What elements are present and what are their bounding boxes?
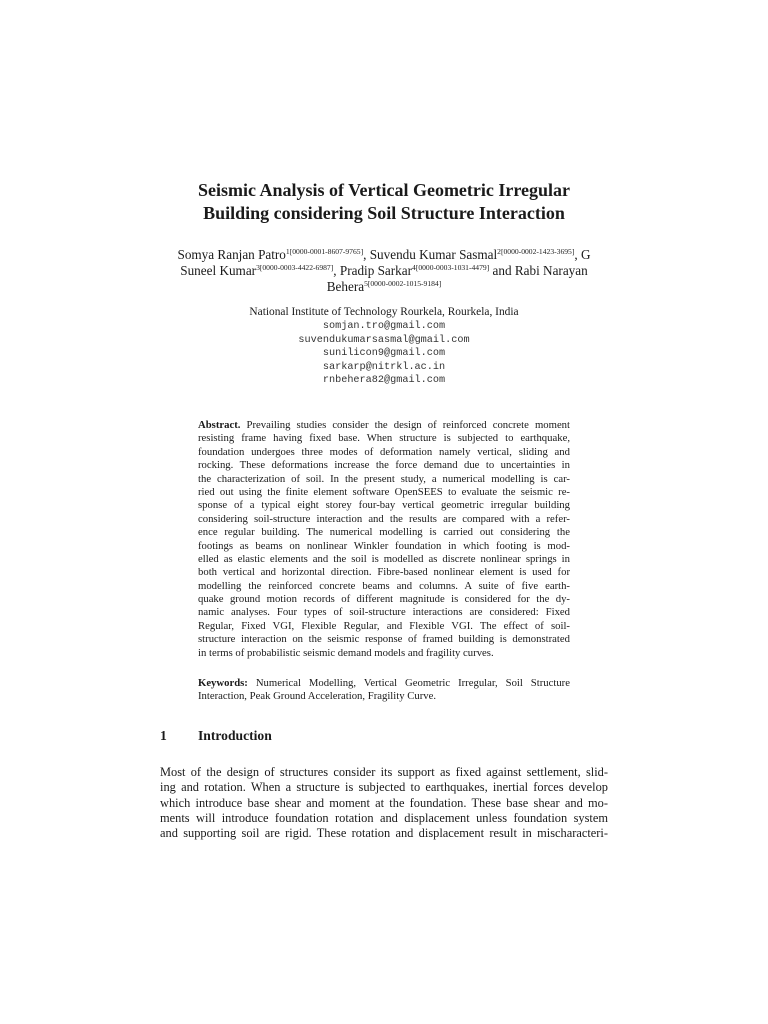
author-name: Somya Ranjan Patro: [177, 247, 286, 262]
abstract-line: namic analyses. Four types of soil-structure interactions are considered: Fixed: [198, 606, 570, 619]
author-orcid: 4[0000-0003-1031-4479]: [412, 263, 490, 272]
paper-title: [120, 179, 648, 225]
author-orcid: 2[0000-0002-1423-3695]: [497, 247, 575, 256]
abstract-line: resisting frame having fixed base. When structure is subjected to earthquake,: [198, 432, 570, 445]
abstract-line: both vertical and horizontal direction. Fibre-based nonlinear element is used for: [198, 566, 570, 579]
title-line: Seismic Analysis of Vertical Geometric Irregular: [197, 180, 571, 200]
keywords-label: Keywords:: [198, 677, 248, 689]
author-name: Behera: [326, 279, 365, 294]
abstract-line: modelling the reinforced concrete beams and columns. A suite of five earth-: [198, 579, 570, 592]
abstract-line: quake ground motion records of different magnitude is considered for the dy-: [198, 593, 570, 606]
abstract-line: rocking. These deformations increase the force demand due to uncertainties in: [198, 459, 570, 472]
abstract: [198, 419, 570, 660]
email-address: sunilicon9@gmail.com: [322, 348, 446, 359]
author-list: [166, 247, 602, 295]
abstract-line: [198, 419, 570, 432]
abstract-label: Abstract.: [198, 419, 241, 431]
abstract-line: considering soil-structure interaction and the results are compared with a refer-: [198, 512, 570, 525]
author-orcid: 3[0000-0003-4422-6987]: [256, 263, 334, 272]
abstract-line: the characterization of soil. In the present study, a numerical modelling is car-: [198, 472, 570, 485]
keywords-line: Interaction, Peak Ground Acceleration, Fragility Curve.: [198, 690, 437, 703]
abstract-line: structure interaction on the seismic response of framed building is demonstrated: [198, 633, 570, 646]
body-text: [160, 765, 608, 841]
email-address: sarkarp@nitrkl.ac.in: [322, 361, 446, 373]
author-name: and Rabi Narayan: [489, 263, 588, 278]
abstract-line: ried out using the finite element software OpenSEES to evaluate the seismic re-: [198, 485, 570, 498]
email-address: suvendukumarsasmal@gmail.com: [298, 334, 470, 346]
abstract-line: footings as beams on nonlinear Winkler foundation in which footing is mod-: [198, 539, 570, 552]
abstract-line: in terms of probabilistic seismic demand models and fragility curves.: [198, 646, 494, 659]
body-line: ments will introduce foundation rotation and displacement unless foundation system: [160, 810, 608, 825]
abstract-line: sponse of a typical eight storey four-bay vertical geometric irregular building: [198, 499, 570, 512]
section-title: Introduction: [198, 728, 272, 743]
abstract-line: foundation undergoes three modes of deformation namely vertical, sliding and: [198, 445, 570, 458]
body-line: Most of the design of structures consider its support as fixed against settlement, slid-: [160, 765, 608, 779]
author-name: , Pradip Sarkar: [333, 263, 413, 278]
abstract-line: ence regular building. The numerical modelling is carried out considering the: [198, 526, 570, 539]
author-orcid: 1[0000-0001-8607-9765]: [285, 247, 364, 256]
author-name: Suneel Kumar: [180, 263, 257, 278]
abstract-line: elled as elastic elements and the soil is modelled as discrete nonlinear springs in: [198, 552, 570, 565]
section-number: 1: [160, 728, 167, 743]
author-name: , G: [574, 247, 591, 262]
title-line: Building considering Soil Structure Interaction: [203, 203, 565, 223]
affiliation: National Institute of Technology Rourkela, Rourkela, India: [249, 306, 519, 318]
keywords: [198, 677, 570, 704]
keywords-line: [198, 677, 570, 690]
email-address: rnbehera82@gmail.com: [322, 375, 446, 386]
email-list: [166, 320, 602, 388]
author-name: , Suvendu Kumar Sasmal: [363, 247, 498, 262]
email-address: somjan.tro@gmail.com: [322, 321, 446, 332]
body-line: ing and rotation. When a structure is subjected to earthquakes, inertial forces develop: [160, 780, 608, 795]
abstract-text: Prevailing studies consider the design of reinforced concrete moment: [240, 419, 570, 431]
section-heading: [160, 728, 600, 744]
keywords-text: Numerical Modelling, Vertical Geometric Irregular, Soil Structure: [247, 677, 570, 689]
body-line: and supporting soil are rigid. These rotation and displacement result in mischaracteri-: [160, 826, 608, 841]
abstract-line: Regular, Fixed VGI, Flexible Regular, and Flexible VGI. The effect of soil-: [198, 619, 570, 632]
body-line: which introduce base shear and moment at the foundation. These base shear and mo-: [160, 795, 608, 810]
author-orcid: 5[0000-0002-1015-9184]: [364, 279, 442, 288]
